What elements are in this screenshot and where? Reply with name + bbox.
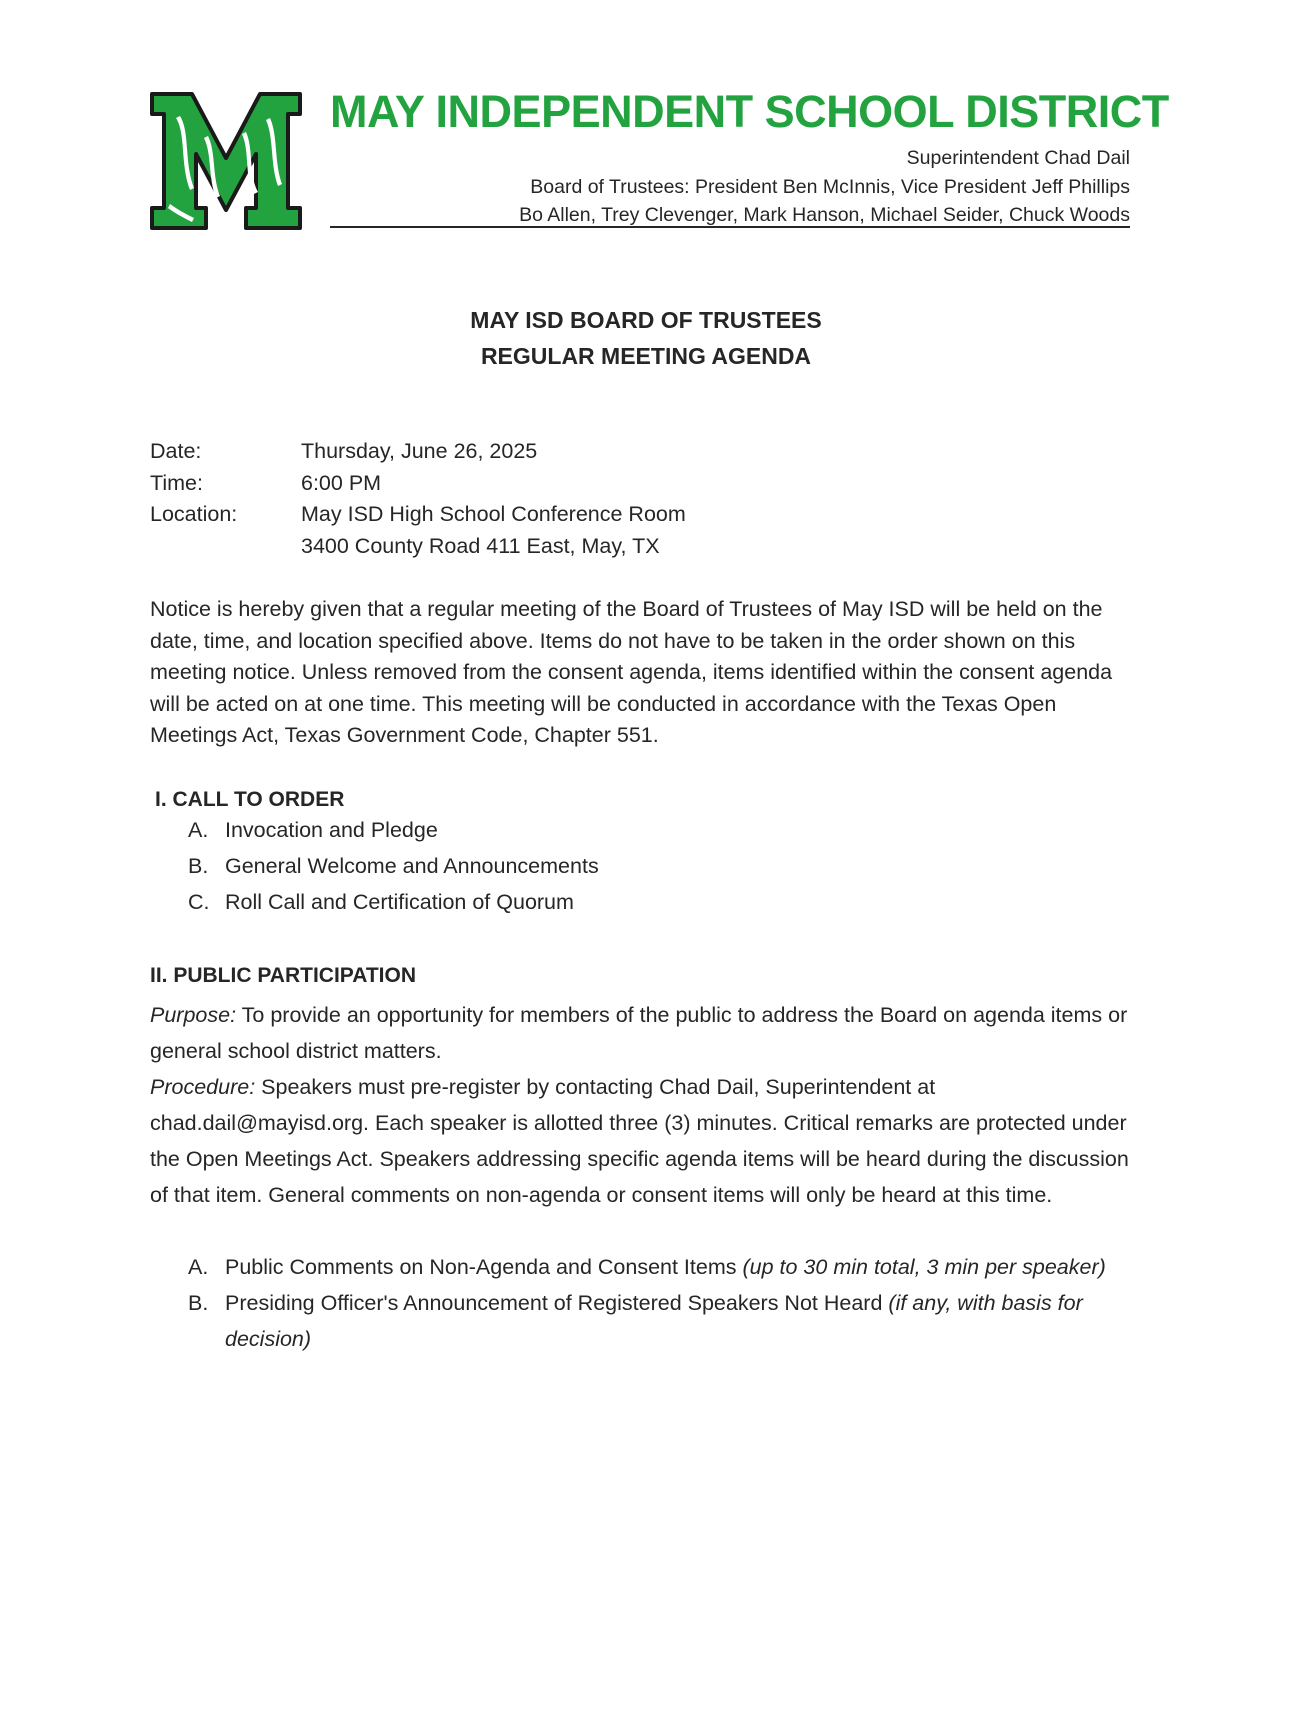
list-item — [188, 848, 599, 884]
list-text: General Welcome and Announcements — [225, 854, 599, 878]
location-line-2: 3400 County Road 411 East, May, TX — [301, 533, 660, 558]
district-name: MAY INDEPENDENT SCHOOL DISTRICT — [330, 86, 1169, 137]
section-public-participation-heading: II. PUBLIC PARTICIPATION — [150, 964, 416, 987]
procedure-label: Procedure: — [150, 1075, 256, 1099]
board-line-1: Board of Trustees: President Ben McInnis, Vice President Jeff Phillips — [530, 175, 1130, 198]
procedure-text: Speakers must pre-register by contacting Chad Dail, Superintendent at chad.dail@mayisd.org. Each speaker is allotted three (3) minutes. Critical remarks are protected under the Open Meetings Act. Speakers addressing specific agenda items will be heard during the discussion of that item. General comments on non-agenda or consent items will only be heard at this time. — [150, 1075, 1129, 1207]
date-row — [150, 436, 686, 468]
public-participation-text — [150, 997, 1135, 1213]
location-label: Location: — [150, 502, 238, 526]
board-line-2: Bo Allen, Trey Clevenger, Mark Hanson, Michael Seider, Chuck Woods — [519, 204, 1130, 226]
list-text: Invocation and Pledge — [225, 818, 438, 842]
public-participation-list — [188, 1249, 1118, 1357]
list-marker: B. — [188, 1291, 209, 1315]
document-title — [0, 302, 1292, 374]
time-row — [150, 468, 686, 500]
header-officials — [519, 144, 1130, 230]
section-call-to-order-heading: I. CALL TO ORDER — [155, 788, 345, 811]
list-text: Presiding Officer's Announcement of Registered Speakers Not Heard — [225, 1291, 889, 1315]
location-row — [150, 499, 686, 531]
list-item — [188, 812, 599, 848]
time-label: Time: — [150, 470, 203, 495]
call-to-order-list — [188, 812, 599, 920]
meeting-details — [150, 436, 686, 562]
header-divider — [330, 226, 1130, 228]
list-marker: A. — [188, 818, 209, 842]
notice-paragraph: Notice is hereby given that a regular meeting of the Board of Trustees of May ISD will be held on the date, time, and location specified above. Items do not have to be taken in the order shown on this meeting notice. Unless removed from the consent agenda, items identified within the consent agenda will be acted on at one time. This meeting will be conducted in accordance with the Texas Open Meetings Act, Texas Government Code, Chapter 551. — [150, 597, 1113, 747]
superintendent-line: Superintendent Chad Dail — [906, 147, 1130, 169]
list-note: (up to 30 min total, 3 min per speaker) — [742, 1255, 1106, 1279]
procedure-paragraph — [150, 1069, 1135, 1213]
list-marker: B. — [188, 854, 209, 878]
list-item — [188, 1249, 1118, 1285]
list-text: Public Comments on Non-Agenda and Consent Items — [225, 1255, 743, 1279]
list-marker: A. — [188, 1255, 209, 1279]
title-line-2: REGULAR MEETING AGENDA — [480, 343, 812, 369]
district-logo-m-icon — [150, 92, 302, 230]
purpose-label: Purpose: — [150, 1003, 237, 1027]
list-item — [188, 1285, 1118, 1357]
title-line-1: MAY ISD BOARD OF TRUSTEES — [470, 307, 822, 333]
time-value: 6:00 PM — [301, 470, 382, 495]
purpose-text: To provide an opportunity for members of the public to address the Board on agenda items or general school district matters. — [150, 1003, 1128, 1063]
list-marker: C. — [188, 890, 210, 914]
date-label: Date: — [150, 439, 202, 463]
purpose-paragraph — [150, 997, 1135, 1069]
list-note: (if any, with basis for decision) — [225, 1291, 1083, 1351]
date-value: Thursday, June 26, 2025 — [301, 439, 538, 463]
list-item — [188, 884, 599, 920]
location-row-2 — [150, 531, 686, 563]
list-text: Roll Call and Certification of Quorum — [225, 890, 574, 914]
location-line-1: May ISD High School Conference Room — [301, 502, 686, 526]
